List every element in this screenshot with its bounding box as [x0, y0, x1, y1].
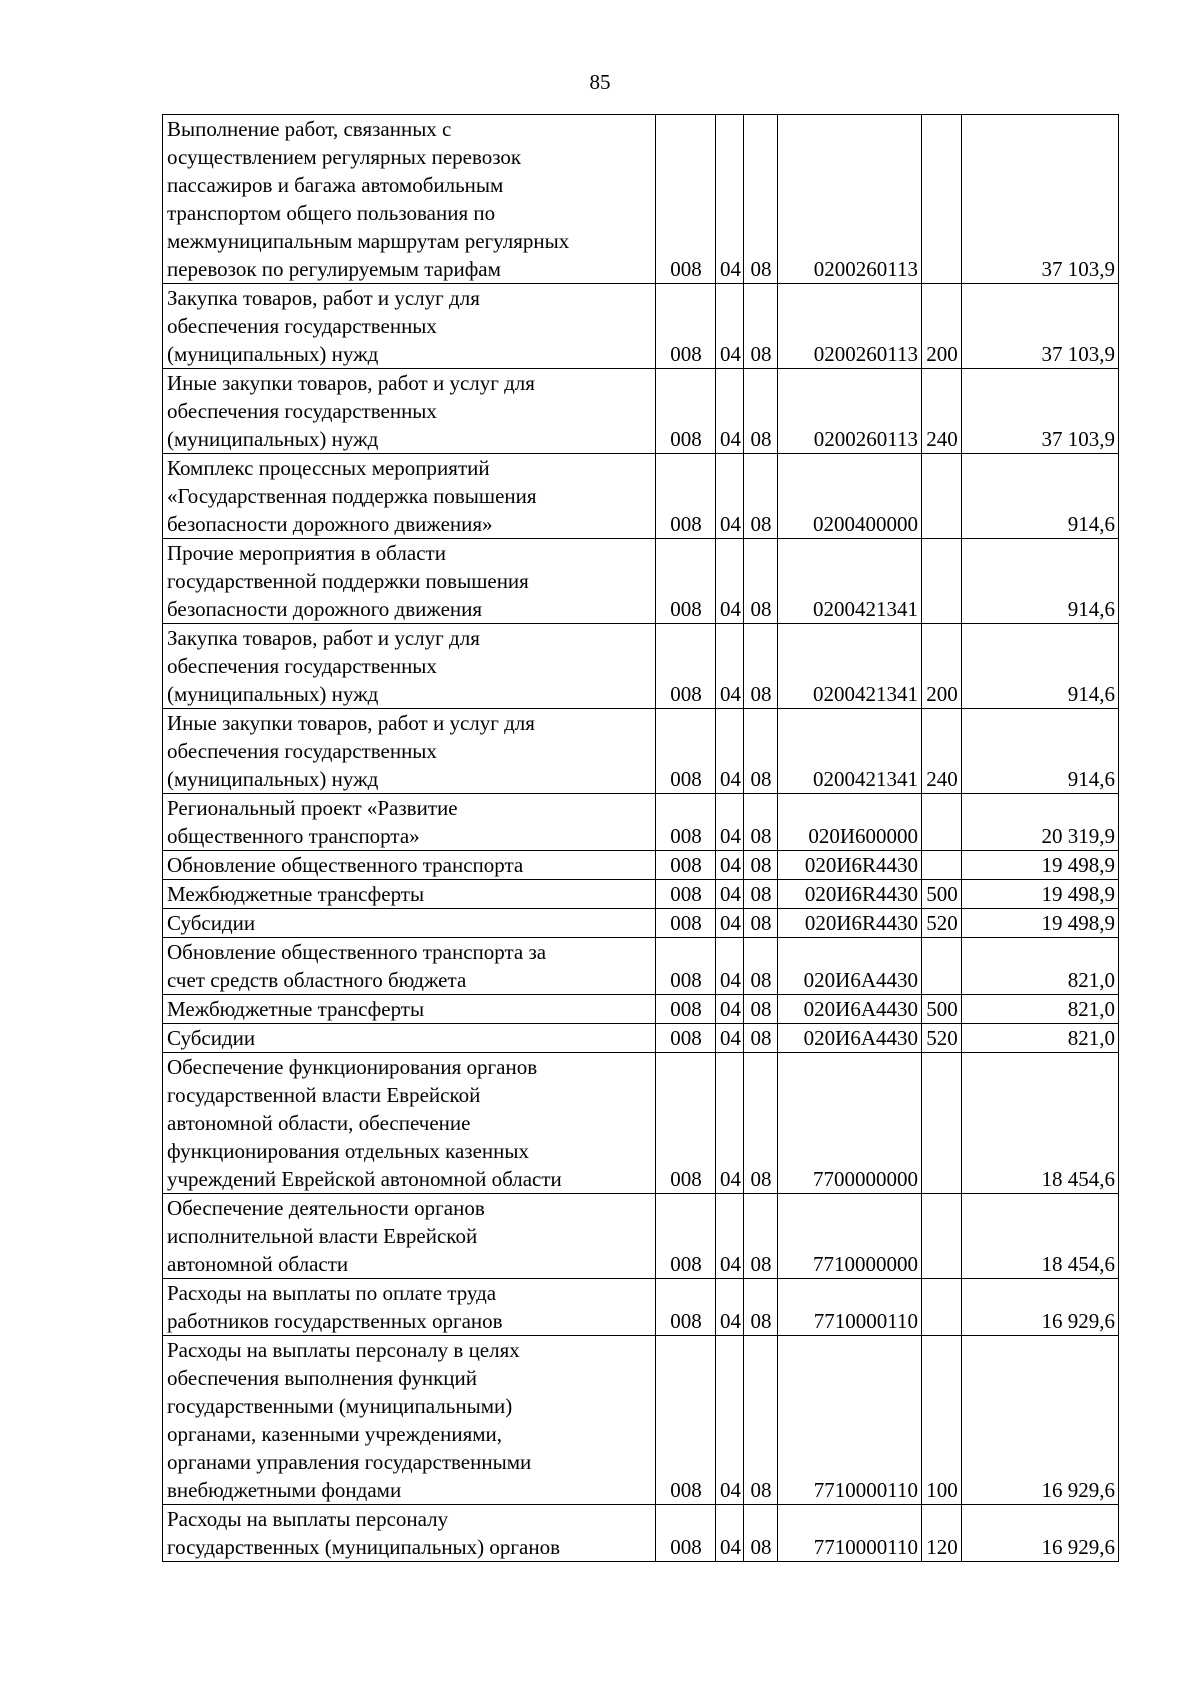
subsection-code-cell: 08 — [744, 284, 778, 369]
grbs-code-cell: 008 — [656, 709, 716, 794]
budget-table-body — [163, 115, 1119, 1562]
subsection-code-cell: 08 — [744, 1053, 778, 1194]
grbs-code-cell: 008 — [656, 851, 716, 880]
expense-name-cell: Расходы на выплаты персоналу в целях обеспечения выполнения функций государственными (муниципальными) органами, казенными учреждениями, органами управления государственными внебюджетными фондами — [163, 1336, 656, 1505]
expense-name-cell: Расходы на выплаты персоналу государственных (муниципальных) органов — [163, 1505, 656, 1562]
target-article-cell: 0200400000 — [778, 454, 922, 539]
expense-type-cell: 200 — [922, 624, 962, 709]
expense-type-cell: 240 — [922, 369, 962, 454]
target-article-cell: 0200421341 — [778, 709, 922, 794]
expense-name-cell: Расходы на выплаты по оплате труда работников государственных органов — [163, 1279, 656, 1336]
amount-cell: 16 929,6 — [962, 1279, 1119, 1336]
target-article-cell: 020И6R4430 — [778, 909, 922, 938]
section-code-cell: 04 — [716, 115, 744, 284]
table-row — [163, 539, 1119, 624]
amount-cell: 19 498,9 — [962, 851, 1119, 880]
section-code-cell: 04 — [716, 539, 744, 624]
subsection-code-cell: 08 — [744, 1505, 778, 1562]
table-row — [163, 369, 1119, 454]
table-row — [163, 880, 1119, 909]
expense-type-cell — [922, 115, 962, 284]
grbs-code-cell: 008 — [656, 938, 716, 995]
expense-type-cell: 200 — [922, 284, 962, 369]
section-code-cell: 04 — [716, 909, 744, 938]
table-row — [163, 1336, 1119, 1505]
amount-cell: 19 498,9 — [962, 909, 1119, 938]
amount-cell: 20 319,9 — [962, 794, 1119, 851]
grbs-code-cell: 008 — [656, 1024, 716, 1053]
amount-cell: 914,6 — [962, 624, 1119, 709]
section-code-cell: 04 — [716, 938, 744, 995]
amount-cell: 16 929,6 — [962, 1336, 1119, 1505]
grbs-code-cell: 008 — [656, 995, 716, 1024]
subsection-code-cell: 08 — [744, 995, 778, 1024]
grbs-code-cell: 008 — [656, 539, 716, 624]
grbs-code-cell: 008 — [656, 369, 716, 454]
table-row — [163, 1279, 1119, 1336]
expense-name-cell: Иные закупки товаров, работ и услуг для обеспечения государственных (муниципальных) нужд — [163, 709, 656, 794]
grbs-code-cell: 008 — [656, 1053, 716, 1194]
target-article-cell: 0200260113 — [778, 284, 922, 369]
section-code-cell: 04 — [716, 880, 744, 909]
expense-name-cell: Межбюджетные трансферты — [163, 880, 656, 909]
grbs-code-cell: 008 — [656, 1194, 716, 1279]
section-code-cell: 04 — [716, 369, 744, 454]
table-row — [163, 1024, 1119, 1053]
subsection-code-cell: 08 — [744, 539, 778, 624]
expense-name-cell: Субсидии — [163, 1024, 656, 1053]
amount-cell: 37 103,9 — [962, 115, 1119, 284]
subsection-code-cell: 08 — [744, 369, 778, 454]
expense-name-cell: Обеспечение функционирования органов государственной власти Еврейской автономной области, обеспечение функционирования отдельных казенных учреждений Еврейской автономной области — [163, 1053, 656, 1194]
section-code-cell: 04 — [716, 1194, 744, 1279]
section-code-cell: 04 — [716, 624, 744, 709]
table-row — [163, 284, 1119, 369]
section-code-cell: 04 — [716, 794, 744, 851]
target-article-cell: 7700000000 — [778, 1053, 922, 1194]
grbs-code-cell: 008 — [656, 454, 716, 539]
amount-cell: 37 103,9 — [962, 284, 1119, 369]
expense-name-cell: Выполнение работ, связанных с осуществлением регулярных перевозок пассажиров и багажа автомобильным транспортом общего пользования по межмуниципальным маршрутам регулярных перевозок по регулируемым тарифам — [163, 115, 656, 284]
target-article-cell: 020И6А4430 — [778, 995, 922, 1024]
expense-type-cell: 500 — [922, 995, 962, 1024]
expense-name-cell: Региональный проект «Развитие общественного транспорта» — [163, 794, 656, 851]
section-code-cell: 04 — [716, 454, 744, 539]
section-code-cell: 04 — [716, 1053, 744, 1194]
section-code-cell: 04 — [716, 284, 744, 369]
subsection-code-cell: 08 — [744, 115, 778, 284]
table-row — [163, 794, 1119, 851]
expense-type-cell — [922, 851, 962, 880]
target-article-cell: 7710000110 — [778, 1336, 922, 1505]
section-code-cell: 04 — [716, 1505, 744, 1562]
expense-name-cell: Иные закупки товаров, работ и услуг для обеспечения государственных (муниципальных) нужд — [163, 369, 656, 454]
table-row — [163, 938, 1119, 995]
amount-cell: 16 929,6 — [962, 1505, 1119, 1562]
grbs-code-cell: 008 — [656, 284, 716, 369]
subsection-code-cell: 08 — [744, 454, 778, 539]
expense-type-cell — [922, 1279, 962, 1336]
section-code-cell: 04 — [716, 1024, 744, 1053]
expense-name-cell: Обновление общественного транспорта за счет средств областного бюджета — [163, 938, 656, 995]
subsection-code-cell: 08 — [744, 709, 778, 794]
amount-cell: 821,0 — [962, 1024, 1119, 1053]
target-article-cell: 0200421341 — [778, 539, 922, 624]
expense-name-cell: Субсидии — [163, 909, 656, 938]
grbs-code-cell: 008 — [656, 794, 716, 851]
expense-name-cell: Закупка товаров, работ и услуг для обеспечения государственных (муниципальных) нужд — [163, 284, 656, 369]
subsection-code-cell: 08 — [744, 1194, 778, 1279]
subsection-code-cell: 08 — [744, 794, 778, 851]
expense-type-cell: 100 — [922, 1336, 962, 1505]
table-row — [163, 909, 1119, 938]
grbs-code-cell: 008 — [656, 624, 716, 709]
amount-cell: 914,6 — [962, 454, 1119, 539]
expense-name-cell: Закупка товаров, работ и услуг для обеспечения государственных (муниципальных) нужд — [163, 624, 656, 709]
expense-name-cell: Прочие мероприятия в области государственной поддержки повышения безопасности дорожного движения — [163, 539, 656, 624]
budget-table — [162, 114, 1119, 1562]
table-row — [163, 115, 1119, 284]
grbs-code-cell: 008 — [656, 1279, 716, 1336]
grbs-code-cell: 008 — [656, 1505, 716, 1562]
amount-cell: 19 498,9 — [962, 880, 1119, 909]
section-code-cell: 04 — [716, 995, 744, 1024]
expense-type-cell: 240 — [922, 709, 962, 794]
target-article-cell: 7710000110 — [778, 1505, 922, 1562]
section-code-cell: 04 — [716, 709, 744, 794]
section-code-cell: 04 — [716, 1336, 744, 1505]
amount-cell: 37 103,9 — [962, 369, 1119, 454]
subsection-code-cell: 08 — [744, 1336, 778, 1505]
expense-type-cell — [922, 794, 962, 851]
subsection-code-cell: 08 — [744, 1024, 778, 1053]
subsection-code-cell: 08 — [744, 938, 778, 995]
table-row — [163, 1194, 1119, 1279]
target-article-cell: 7710000110 — [778, 1279, 922, 1336]
expense-name-cell: Обеспечение деятельности органов исполнительной власти Еврейской автономной области — [163, 1194, 656, 1279]
expense-type-cell — [922, 1053, 962, 1194]
grbs-code-cell: 008 — [656, 115, 716, 284]
amount-cell: 821,0 — [962, 938, 1119, 995]
expense-type-cell: 500 — [922, 880, 962, 909]
section-code-cell: 04 — [716, 851, 744, 880]
table-row — [163, 709, 1119, 794]
target-article-cell: 020И6R4430 — [778, 851, 922, 880]
page-number: 85 — [589, 70, 611, 94]
target-article-cell: 020И600000 — [778, 794, 922, 851]
amount-cell: 18 454,6 — [962, 1194, 1119, 1279]
amount-cell: 914,6 — [962, 709, 1119, 794]
table-row — [163, 624, 1119, 709]
target-article-cell: 020И6А4430 — [778, 938, 922, 995]
grbs-code-cell: 008 — [656, 880, 716, 909]
expense-type-cell — [922, 539, 962, 624]
subsection-code-cell: 08 — [744, 624, 778, 709]
subsection-code-cell: 08 — [744, 851, 778, 880]
section-code-cell: 04 — [716, 1279, 744, 1336]
grbs-code-cell: 008 — [656, 909, 716, 938]
target-article-cell: 020И6А4430 — [778, 1024, 922, 1053]
table-row — [163, 995, 1119, 1024]
amount-cell: 914,6 — [962, 539, 1119, 624]
target-article-cell: 020И6R4430 — [778, 880, 922, 909]
expense-type-cell: 520 — [922, 1024, 962, 1053]
amount-cell: 18 454,6 — [962, 1053, 1119, 1194]
target-article-cell: 0200260113 — [778, 115, 922, 284]
expense-name-cell: Обновление общественного транспорта — [163, 851, 656, 880]
table-row — [163, 1053, 1119, 1194]
table-row — [163, 454, 1119, 539]
expense-name-cell: Комплекс процессных мероприятий «Государственная поддержка повышения безопасности дорожного движения» — [163, 454, 656, 539]
expense-type-cell — [922, 1194, 962, 1279]
subsection-code-cell: 08 — [744, 1279, 778, 1336]
expense-type-cell: 120 — [922, 1505, 962, 1562]
subsection-code-cell: 08 — [744, 909, 778, 938]
expense-type-cell — [922, 938, 962, 995]
subsection-code-cell: 08 — [744, 880, 778, 909]
grbs-code-cell: 008 — [656, 1336, 716, 1505]
expense-type-cell — [922, 454, 962, 539]
expense-type-cell: 520 — [922, 909, 962, 938]
target-article-cell: 0200421341 — [778, 624, 922, 709]
amount-cell: 821,0 — [962, 995, 1119, 1024]
table-row — [163, 1505, 1119, 1562]
target-article-cell: 7710000000 — [778, 1194, 922, 1279]
target-article-cell: 0200260113 — [778, 369, 922, 454]
expense-name-cell: Межбюджетные трансферты — [163, 995, 656, 1024]
table-row — [163, 851, 1119, 880]
